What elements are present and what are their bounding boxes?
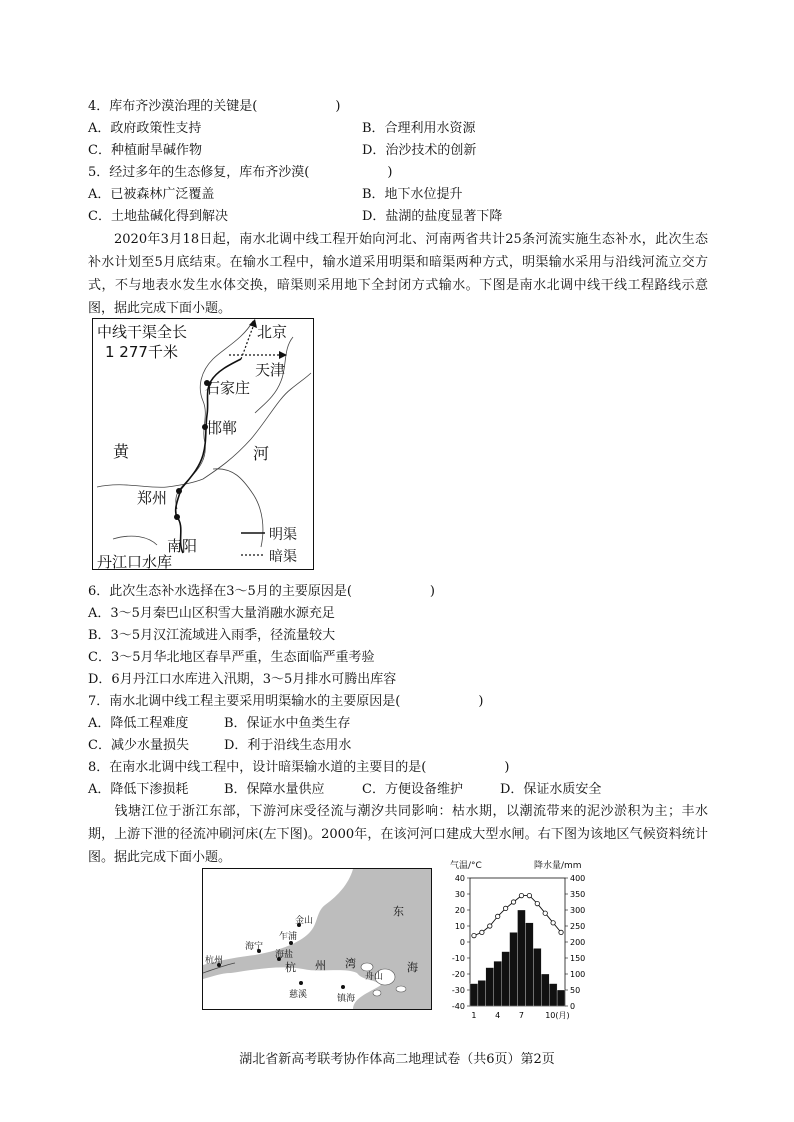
page-footer: 湖北省新高考联考协作体高二地理试卷（共6页）第2页 (239, 1052, 555, 1067)
left-tick-label: 40 (454, 874, 465, 883)
place-zhenhai: 镇海 (337, 994, 356, 1004)
map-1-title-line2: 1 277千米 (105, 343, 178, 361)
temperature-point (511, 900, 515, 904)
right-tick-label: 200 (570, 938, 586, 947)
passage-1-text: 2020年3月18日起，南水北调中线工程开始向河北、河南两省共计25条河流实施生态补水，此次生态补水计划至5月底结束。在输水工程中，输水道采用明渠和暗渠两种方式，明渠输水采用与沿线河流立交方式，不与地表水发生水体交换，暗渠则采用地下全封闭方式输水。下图是南水北调中线干线工程路线示意图，据此完成下面小题。 (88, 232, 708, 316)
right-tick-label: 50 (570, 986, 581, 995)
left-tick-label: 0 (459, 938, 465, 947)
map-1-title-line1: 中线干渠全长 (97, 323, 188, 341)
city-handan: 邯郸 (207, 419, 238, 437)
temperature-point (503, 906, 507, 910)
left-tick-label: -40 (451, 1002, 465, 1011)
place-zhoushan: 舟山 (365, 972, 384, 982)
precipitation-bar (557, 990, 565, 1006)
city-beijing: 北京 (257, 323, 288, 341)
left-tick-label: 30 (454, 890, 465, 899)
q6-stem: 6．此次生态补水选择在3～5月的主要原因是( ) (88, 584, 435, 599)
precipitation-bar (494, 961, 502, 1006)
right-tick-label: 400 (570, 874, 586, 883)
bay-char-3: 湾 (345, 957, 356, 970)
city-shijiazhuang: 石家庄 (205, 379, 251, 397)
precipitation-bar (510, 932, 518, 1006)
left-tick-label: 20 (454, 906, 465, 915)
q5-stem: 5．经过多年的生态修复，库布齐沙漠( ) (88, 165, 393, 180)
precipitation-bar (478, 980, 486, 1006)
x-tick-label: 7 (518, 1011, 525, 1020)
passage-2-text: 钱塘江位于浙江东部，下游河床受径流与潮汐共同影响：枯水期，以潮流带来的泥沙淤积为主；丰水期，上游下泄的径流冲刷河床(左下图)。2000年，在该河河口建成大型水闸。右下图为该地区气候资料统计图。据此完成下面小题。 (88, 804, 708, 865)
q6-option-b: B．3～5月汉江流域进入雨季，径流量较大 (88, 628, 336, 643)
legend-hidden-canal: 暗渠 (269, 549, 297, 565)
left-tick-label: 10 (454, 922, 465, 931)
q7-option-a: A．降低工程难度 (88, 716, 189, 731)
q7-option-d: D．利于沿线生态用水 (224, 738, 352, 753)
q8-stem: 8．在南水北调中线工程中，设计暗渠输水道的主要目的是( ) (88, 760, 510, 775)
precipitation-bar (525, 923, 533, 1006)
q5-option-c: C．土地盐碱化得到解决 (88, 209, 228, 224)
x-tick-label: 4 (495, 1011, 501, 1020)
right-tick-label: 150 (570, 954, 586, 963)
q7-option-b: B．保证水中鱼类生存 (224, 716, 351, 731)
passage-qiantang-river (88, 800, 708, 869)
temperature-point (527, 893, 531, 897)
q5-option-a: A．已被森林广泛覆盖 (88, 187, 215, 202)
chart-left-axis-label: 气温/°C (450, 861, 482, 871)
q8-option-d: D．保证水质安全 (500, 782, 602, 797)
right-tick-label: 0 (570, 1002, 576, 1011)
left-tick-label: -20 (451, 970, 465, 979)
reservoir-danjiangkou: 丹江口水库 (97, 553, 173, 571)
river-label-he: 河 (253, 444, 270, 463)
temperature-point (488, 924, 492, 928)
temperature-point (472, 933, 476, 937)
temperature-point (551, 921, 555, 925)
legend-open-canal: 明渠 (269, 527, 297, 543)
q4-option-c: C．种植耐旱碱作物 (88, 143, 202, 158)
right-tick-label: 350 (570, 890, 586, 899)
precipitation-bar (470, 984, 478, 1006)
temperature-point (559, 930, 563, 934)
temperature-point (480, 930, 484, 934)
precipitation-bar (518, 910, 526, 1006)
q7-option-c: C．减少水量损失 (88, 738, 189, 753)
precipitation-bar (486, 968, 494, 1006)
left-tick-label: -10 (451, 954, 465, 963)
chart-right-axis-label: 降水量/mm (534, 861, 582, 871)
city-zhengzhou: 郑州 (137, 489, 168, 507)
city-nanyang: 南阳 (167, 537, 198, 555)
place-hangzhou: 杭州 (205, 956, 224, 966)
place-zhapu: 乍浦 (279, 932, 298, 942)
right-tick-label: 250 (570, 922, 586, 931)
bay-char-2: 州 (315, 959, 326, 972)
precipitation-bar (549, 984, 557, 1006)
q5-option-b: B．地下水位提升 (362, 187, 463, 202)
temperature-point (519, 893, 523, 897)
sea-char-2: 海 (407, 961, 418, 974)
place-cixi: 慈溪 (289, 990, 308, 1000)
right-tick-label: 300 (570, 906, 586, 915)
place-haiyan: 海盐 (275, 950, 294, 960)
left-tick-label: -30 (451, 986, 465, 995)
climate-chart (440, 858, 590, 1028)
q8-option-b: B．保障水量供应 (224, 782, 325, 797)
map-2-drawing (203, 869, 431, 1009)
q6-option-c: C．3～5月华北地区春旱严重，生态面临严重考验 (88, 650, 375, 665)
q5-option-d: D．盐湖的盐度显著下降 (362, 209, 503, 224)
climate-chart-svg (440, 858, 590, 1028)
precipitation-bar (533, 948, 541, 1006)
q4-stem: 4．库布齐沙漠治理的关键是( ) (88, 99, 341, 114)
temperature-point (535, 901, 539, 905)
q7-stem: 7．南水北调中线工程主要采用明渠输水的主要原因是( ) (88, 694, 484, 709)
sea-char-1: 东 (393, 905, 404, 918)
precipitation-bar (502, 952, 510, 1006)
q8-option-c: C．方便设备维护 (362, 782, 463, 797)
precipitation-bar (541, 974, 549, 1006)
place-jinshan: 金山 (295, 916, 314, 926)
river-label-huang: 黄 (113, 442, 130, 461)
q4-option-b: B．合理利用水资源 (362, 121, 476, 136)
q4-option-d: D．治沙技术的创新 (362, 143, 477, 158)
temperature-point (496, 914, 500, 918)
right-tick-label: 100 (570, 970, 586, 979)
x-tick-label: 10(月) (545, 1011, 570, 1020)
passage-south-north-water (88, 228, 708, 320)
water-diversion-map (92, 318, 314, 570)
q4-option-a: A．政府政策性支持 (88, 121, 202, 136)
q6-option-a: A．3～5月秦巴山区积雪大量消融水源充足 (88, 606, 335, 621)
place-haining: 海宁 (245, 942, 264, 952)
bay-char-1: 杭 (285, 961, 296, 974)
city-tianjin: 天津 (255, 361, 286, 379)
hangzhou-bay-map (202, 868, 432, 1010)
temperature-point (543, 911, 547, 915)
q6-option-d: D．6月丹江口水库进入汛期，3～5月排水可腾出库容 (88, 672, 397, 687)
q8-option-a: A．降低下渗损耗 (88, 782, 189, 797)
x-tick-label: 1 (471, 1011, 477, 1020)
